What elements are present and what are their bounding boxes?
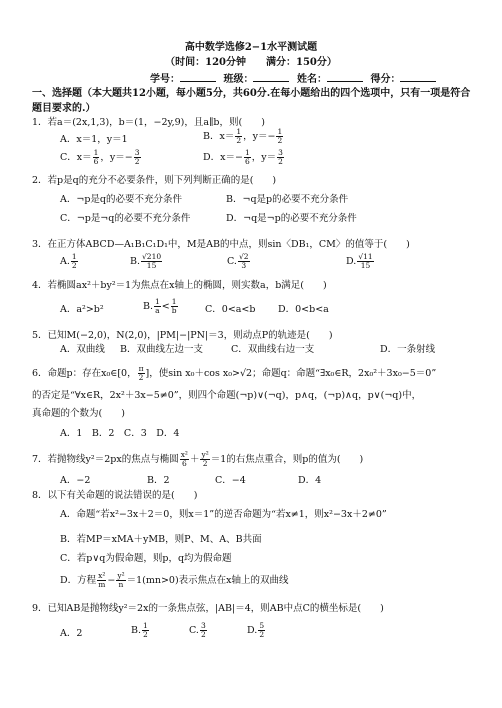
- q4-option-b: B. $\frac{1}{a}$ < $\frac{1}{b}$: [143, 297, 177, 315]
- student-info-row: [150, 70, 440, 85]
- exam-subtitle: （时间：120分钟 满分：150分）: [165, 57, 337, 68]
- score-blank: [400, 73, 436, 82]
- section-heading: 一、选择题（本大题共12小题，每小题5分，共60分.在每小题给出的四个选项中，只有一项是符合题目要求的.）: [32, 88, 471, 114]
- q3-option-c: C. $\frac{√2}{3}$: [227, 252, 249, 270]
- q7-option-c: C．−4: [215, 475, 246, 486]
- q2-option-c: C．¬p是¬q的必要不充分条件: [60, 213, 191, 224]
- q4-option-c: C．0<a<b: [205, 304, 256, 315]
- q1-option-c: C．x＝ $\frac{1}{6}$ ，y＝− $\frac{3}{2}$: [60, 148, 140, 166]
- q4-option-a: A．a²>b²: [60, 304, 104, 315]
- name-label: 姓名：: [296, 74, 327, 85]
- question-6-line-2: 的否定是“∀x∈R，2x²＋3x−5≠0”，则四个命题(¬p)∨(¬q)，p∧q，(¬p)∧q，p∨(¬q)中，: [32, 390, 422, 401]
- class-blank: [253, 73, 289, 82]
- q3-option-a: A. $\frac{1}{2}$: [60, 252, 77, 270]
- q8-option-b: B．若MP＝xMA＋yMB，则P、M、A、B共面: [60, 534, 262, 545]
- student-id-label: 学号：: [150, 74, 180, 85]
- question-5: 5．已知M(−2,0)，N(2,0)，|PM|−|PN|＝3，则动点P的轨迹是( ): [32, 330, 333, 341]
- question-9: 9．已知AB是抛物线y²＝2x的一条焦点弦，|AB|＝4，则AB中点C的横坐标是( ): [32, 603, 384, 614]
- q2-option-a: A．¬p是q的必要不充分条件: [60, 194, 182, 205]
- q3-option-d: D. $\frac{√11}{15}$: [346, 252, 373, 270]
- q5-option-a: A．双曲线: [60, 344, 105, 355]
- exam-title: 高中数学选修2−1水平测试题: [184, 42, 318, 53]
- question-4: 4．若椭圆ax²＋by²＝1为焦点在x轴上的椭圆，则实数a，b满足( ): [32, 280, 327, 291]
- q4-option-d: D．0<b<a: [278, 304, 329, 315]
- question-2: 2．若p是q的充分不必要条件，则下列判断正确的是( ): [32, 175, 277, 186]
- q2-option-d: D．¬q是¬p的必要不充分条件: [226, 213, 357, 224]
- q6-options: A．1 B．2 C．3 D．4: [60, 428, 180, 439]
- q3-option-b: B. $\frac{√210}{15}$: [130, 252, 162, 270]
- q8-option-c: C．若p∨q为假命题，则p，q均为假命题: [60, 553, 232, 564]
- question-1: 1．若a＝(2x,1,3)，b＝(1，−2y,9)，且a∥b，则( ): [32, 117, 265, 128]
- q5-option-c: C．双曲线右边一支: [231, 344, 315, 355]
- q1-option-b: B．x＝ $\frac{1}{2}$ ，y＝− $\frac{1}{2}$: [203, 127, 283, 145]
- q8-option-a: A．命题“若x²−3x＋2＝0，则x＝1”的逆否命题为“若x≠1，则x²−3x＋2≠0”: [60, 509, 387, 520]
- q9-option-b: B. $\frac{1}{2}$: [131, 621, 148, 639]
- q9-option-c: C. $\frac{3}{2}$: [189, 621, 206, 639]
- q5-option-b: B．双曲线左边一支: [120, 344, 203, 355]
- question-8: 8．以下有关命题的说法错误的是( ): [32, 490, 198, 501]
- question-7: 7．若抛物线y²＝2px的焦点与椭圆 $\frac{\text{x²}}{6}$ ＋ $\frac{\text{y²}}{2}$ ＝1的右焦点重合，则p的值为( ): [32, 450, 364, 468]
- q5-option-d: D．一条射线: [380, 344, 436, 355]
- q9-option-a: A．2: [60, 628, 83, 639]
- q8-option-d: D．方程 $\frac{\text{x²}}{m}$ − $\frac{\text{y²}}{n}$ ＝1(mn>0)表示焦点在x轴上的双曲线: [60, 571, 289, 589]
- question-3: 3．在正方体ABCD—A₁B₁C₁D₁中，M是AB的中点，则sin〈DB₁，CM〉的值等于( ): [32, 239, 410, 250]
- q1-option-a: A．x＝1，y＝1: [60, 134, 128, 145]
- q2-option-b: B．¬q是p的必要不充分条件: [226, 194, 349, 205]
- question-6-line-1: 6．命题p：存在x₀∈[0， $\frac{\pi}{2}$ ]，使sin x₀＋cos x₀>√2；命题q：命题“∃x₀∈R，2x₀²＋3x₀−5＝0”: [32, 364, 437, 382]
- score-label: 得分：: [370, 74, 401, 85]
- q7-option-a: A．−2: [60, 475, 91, 486]
- q7-option-b: B．2: [147, 475, 170, 486]
- q1-option-d: D．x＝− $\frac{1}{6}$ ，y＝ $\frac{3}{2}$: [203, 148, 283, 166]
- class-label: 班级：: [223, 74, 254, 85]
- name-blank: [327, 73, 363, 82]
- student-id-blank: [180, 73, 216, 82]
- q9-option-d: D. $\frac{5}{2}$: [247, 621, 265, 639]
- q7-option-d: D．4: [298, 475, 322, 486]
- question-6-line-3: 真命题的个数为( ): [32, 408, 125, 419]
